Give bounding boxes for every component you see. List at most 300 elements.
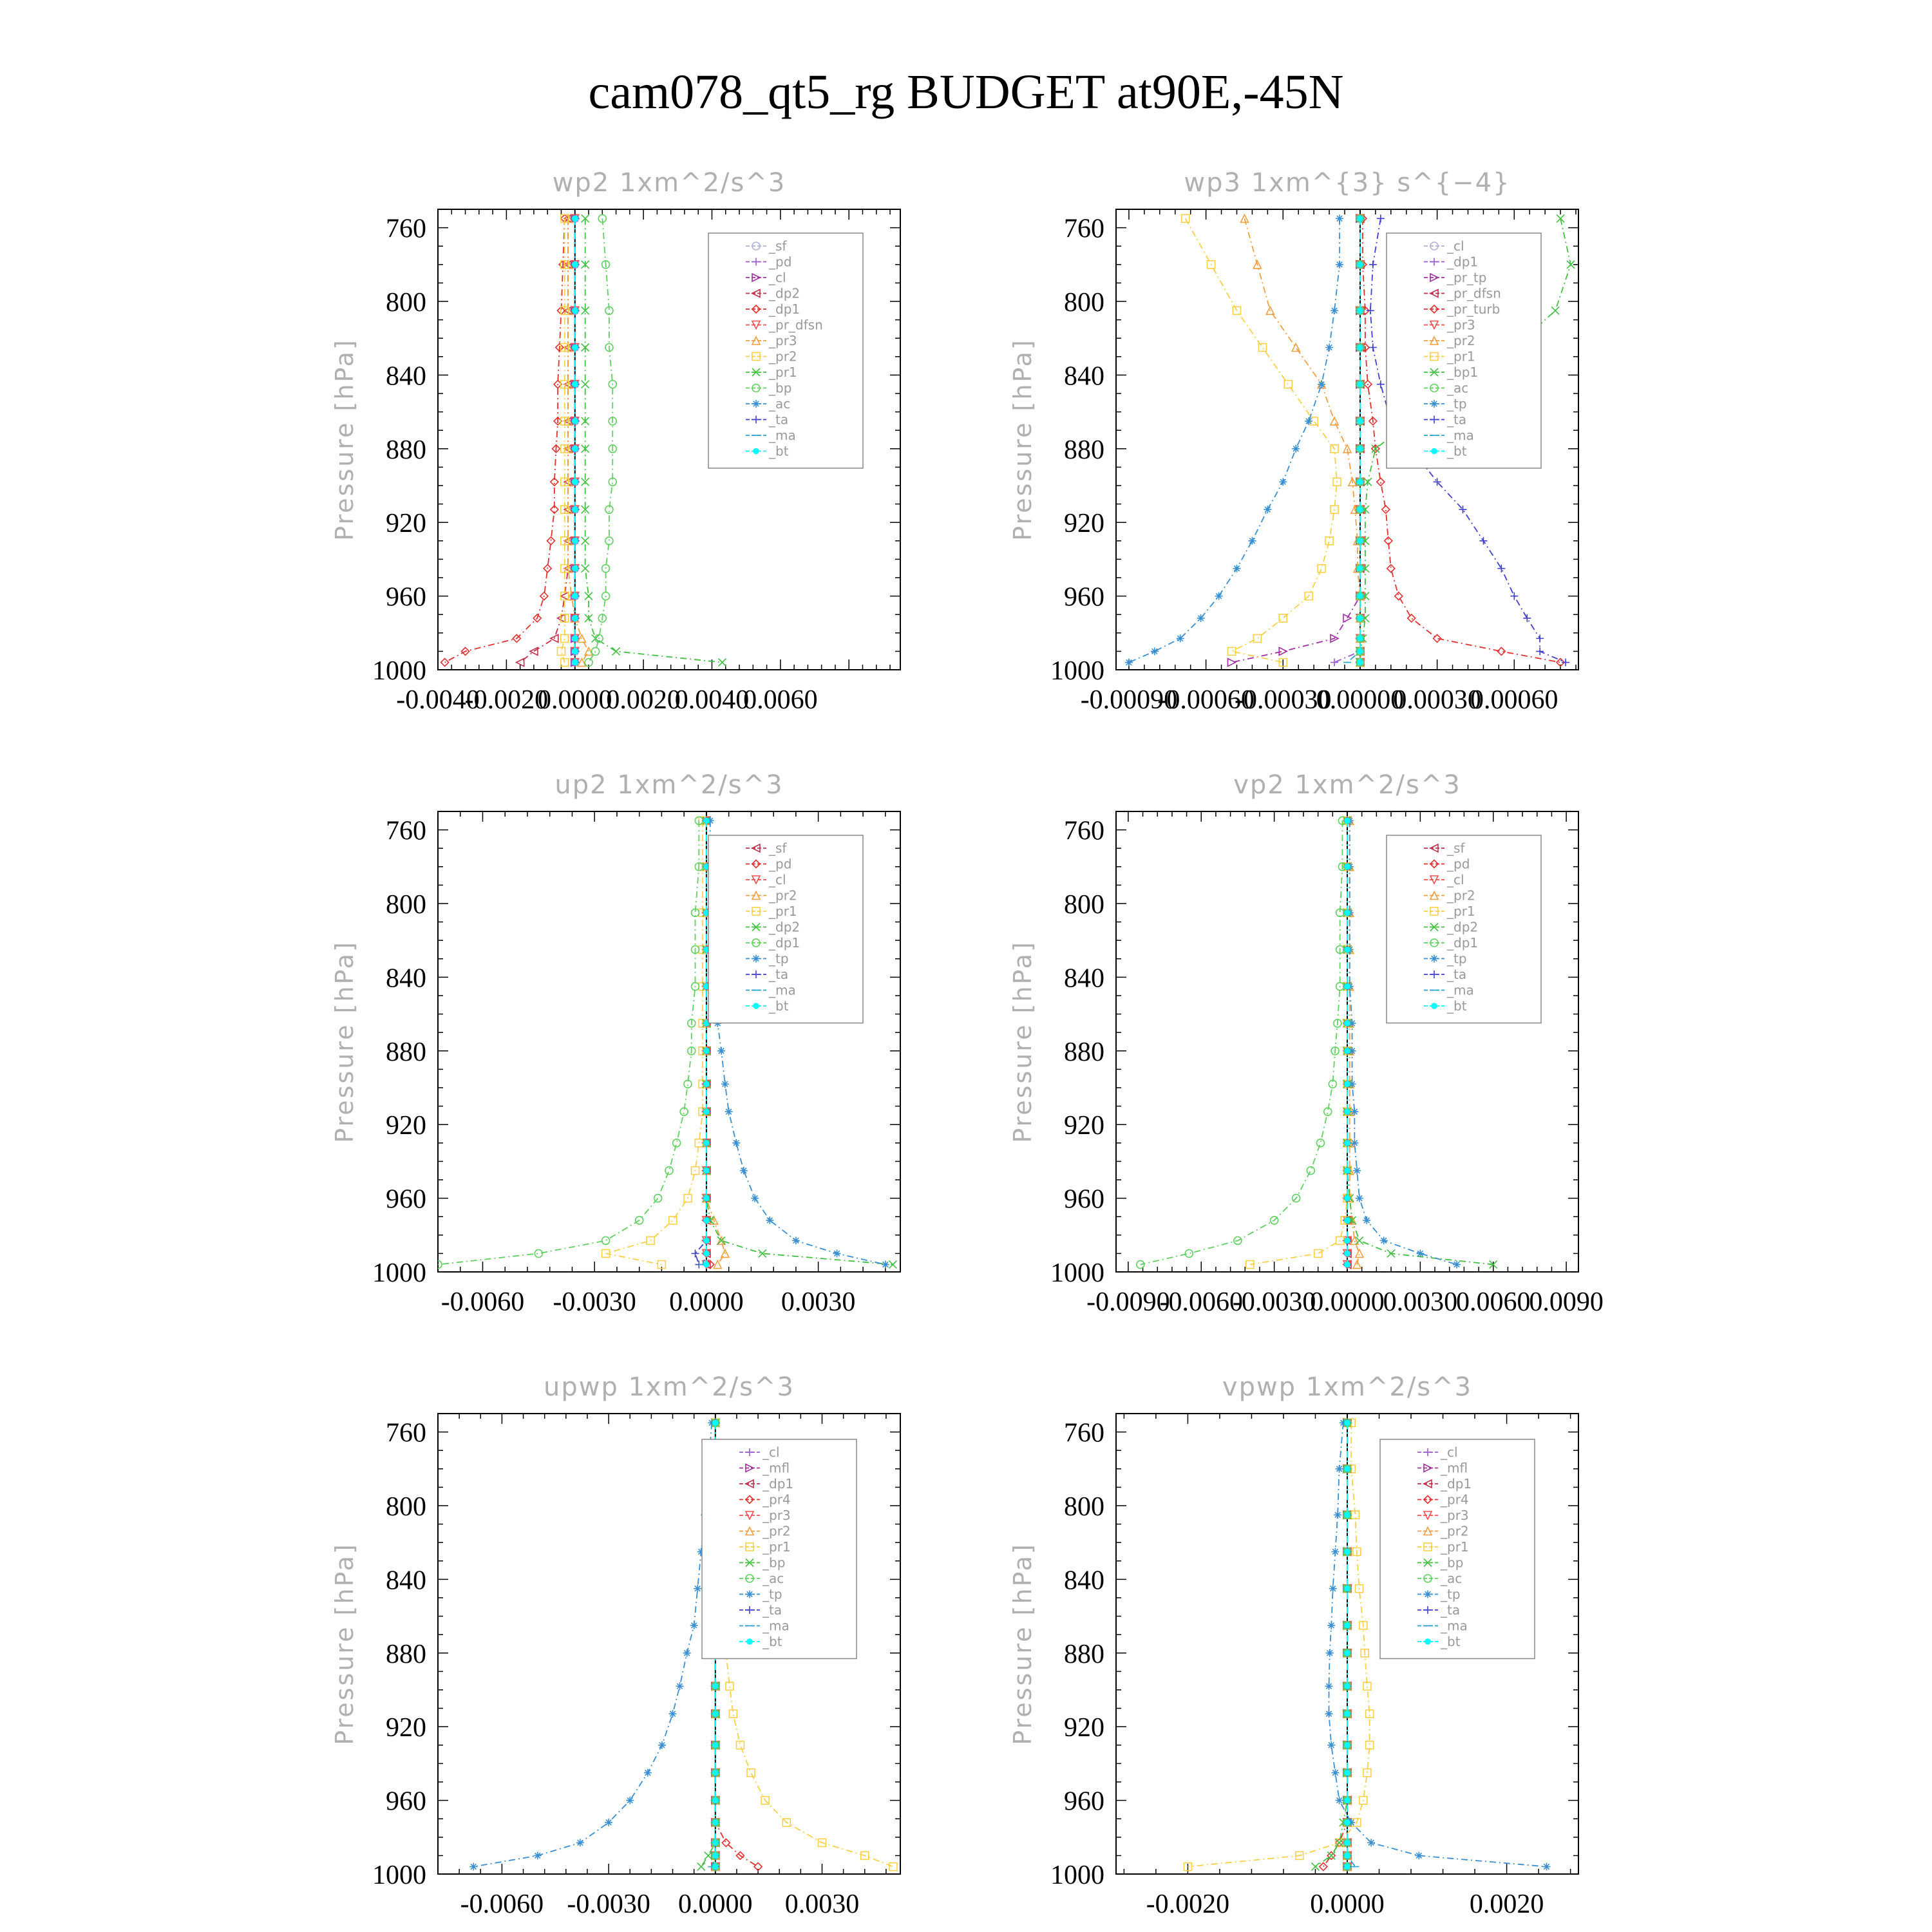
data-point — [1177, 634, 1184, 642]
data-point — [1264, 506, 1271, 513]
legend-label: _pr2 — [769, 887, 797, 904]
data-point — [1369, 261, 1377, 269]
data-point — [1279, 478, 1287, 486]
data-point — [1344, 1108, 1350, 1115]
data-point — [1367, 307, 1374, 314]
data-point — [1344, 1251, 1350, 1257]
data-point — [1344, 1549, 1350, 1555]
legend-marker — [1425, 1638, 1431, 1645]
data-point — [703, 1081, 710, 1087]
legend-label: _ac — [769, 396, 791, 412]
figure-title: cam078_qt5_rg BUDGET at90E,-45N — [588, 65, 1344, 119]
data-point — [694, 1585, 701, 1593]
data-point — [833, 1249, 841, 1257]
x-tick-label: 0.0020 — [606, 685, 681, 715]
x-tick-label: -0.0060 — [440, 1287, 525, 1317]
legend-label: _pr_dfsn — [1447, 285, 1501, 301]
data-point — [1377, 381, 1385, 388]
y-tick-label: 1000 — [372, 1861, 426, 1890]
data-point — [602, 1236, 610, 1244]
y-tick-label: 800 — [1064, 288, 1104, 317]
legend-label: _ta — [1441, 1602, 1461, 1618]
panels — [330, 168, 1604, 1919]
data-point — [1542, 1863, 1550, 1871]
data-point — [572, 506, 578, 513]
data-point — [626, 1797, 634, 1804]
data-point — [605, 1819, 612, 1826]
chart-panel-2 — [1009, 168, 1578, 715]
data-point — [1344, 1819, 1350, 1826]
y-tick-label: 800 — [386, 1492, 426, 1522]
y-tick-label: 880 — [386, 435, 426, 465]
data-point — [1215, 592, 1223, 600]
legend-marker — [1430, 400, 1438, 408]
legend-label: _mfl — [762, 1460, 790, 1476]
data-point — [1318, 565, 1325, 573]
series-line-pr2 — [1244, 218, 1359, 662]
data-point — [1151, 647, 1159, 655]
data-point — [1357, 636, 1363, 642]
data-point — [1377, 478, 1385, 486]
legend-marker — [752, 400, 760, 408]
legend-label: _ma — [1447, 982, 1474, 998]
data-point — [1510, 592, 1518, 600]
series-group — [441, 214, 726, 666]
data-point — [690, 1622, 698, 1629]
legend-label: _cl — [1447, 238, 1464, 254]
series-line-pr_tp — [1232, 218, 1360, 662]
x-tick-label: 0.0090 — [1529, 1287, 1604, 1317]
y-axis-label: Pressure [hPa] — [330, 338, 359, 541]
data-point — [697, 1863, 705, 1871]
data-point — [1292, 344, 1300, 352]
data-point — [572, 345, 578, 351]
data-point — [572, 446, 578, 452]
y-tick-label: 920 — [1064, 1111, 1104, 1141]
data-point — [1314, 1249, 1322, 1257]
x-tick-label: 0.0000 — [537, 685, 612, 715]
legend-label: _pr4 — [1441, 1492, 1469, 1508]
data-point — [683, 1649, 691, 1657]
data-point — [692, 1249, 699, 1257]
data-point — [1344, 1168, 1350, 1174]
panel-title: wp2 1xm^2/s^3 — [552, 168, 786, 198]
data-point — [1344, 1262, 1350, 1268]
panel-title: wp3 1xm^{3} s^{−4} — [1184, 168, 1511, 198]
data-point — [1336, 261, 1343, 269]
y-tick-label: 1000 — [372, 1258, 426, 1288]
legend-label: _pr1 — [769, 904, 797, 919]
legend-label: _ma — [769, 428, 796, 443]
data-point — [1536, 634, 1544, 642]
data-point — [1357, 538, 1363, 544]
x-tick-label: 0.00030 — [1393, 685, 1481, 715]
data-point — [1369, 344, 1377, 352]
data-point — [1415, 1852, 1423, 1859]
legend-label: _bt — [1441, 1634, 1461, 1649]
data-point — [572, 593, 578, 600]
data-point — [1344, 1195, 1350, 1202]
data-point — [582, 565, 589, 573]
legend-label: _pr1 — [1447, 348, 1475, 365]
data-point — [740, 1167, 748, 1175]
data-point — [1344, 1770, 1350, 1776]
data-point — [1325, 1710, 1333, 1718]
data-point — [718, 659, 726, 667]
data-point — [1357, 216, 1363, 222]
data-point — [1316, 1139, 1324, 1147]
y-tick-label: 840 — [1064, 1566, 1104, 1596]
y-axis-label: Pressure [hPa] — [330, 1542, 359, 1745]
data-point — [1325, 1682, 1333, 1690]
data-point — [582, 381, 589, 388]
x-tick-label: -0.0020 — [1146, 1889, 1230, 1919]
y-tick-label: 960 — [1064, 582, 1104, 612]
data-point — [572, 381, 578, 388]
data-point — [736, 1741, 744, 1749]
y-tick-label: 760 — [386, 214, 426, 244]
y-axis-label: Pressure [hPa] — [1009, 940, 1037, 1143]
data-point — [1356, 1249, 1363, 1257]
legend-label: _dp1 — [769, 301, 800, 317]
data-point — [1366, 1741, 1374, 1749]
data-point — [572, 636, 578, 642]
data-point — [1551, 307, 1559, 314]
legend-label: _sf — [769, 840, 787, 856]
x-tick-label: 0.0000 — [1310, 1287, 1385, 1317]
data-point — [712, 1420, 719, 1426]
data-point — [889, 1863, 897, 1871]
chart-panel-3 — [330, 770, 900, 1317]
data-point — [561, 592, 569, 600]
legend-label: _cl — [769, 872, 786, 887]
data-point — [1387, 565, 1395, 573]
data-point — [1344, 1742, 1350, 1748]
data-point — [1453, 1261, 1461, 1269]
legend-label: _pr_tp — [1447, 270, 1487, 285]
y-tick-label: 960 — [1064, 1786, 1104, 1817]
panel-title: vpwp 1xm^2/s^3 — [1222, 1372, 1473, 1402]
data-point — [725, 1108, 733, 1115]
data-point — [1357, 659, 1363, 666]
data-point — [712, 1770, 719, 1776]
chart-panel-4 — [1009, 770, 1604, 1317]
y-tick-label: 880 — [1064, 435, 1104, 465]
legend-label: _pr3 — [769, 333, 797, 348]
x-tick-label: 0.00060 — [1470, 685, 1558, 715]
x-tick-label: -0.0030 — [553, 1287, 636, 1317]
legend-label: _pr1 — [1447, 904, 1475, 919]
data-point — [669, 1217, 677, 1224]
data-point — [747, 1769, 755, 1777]
data-point — [1318, 381, 1325, 388]
legend-label: _tp — [762, 1586, 782, 1602]
legend-label: _ma — [762, 1618, 790, 1634]
legend — [708, 835, 863, 1023]
panel-title: up2 1xm^2/s^3 — [554, 770, 784, 800]
data-point — [557, 647, 565, 655]
data-point — [717, 1236, 725, 1244]
data-point — [1336, 1839, 1343, 1846]
data-point — [1344, 1683, 1350, 1689]
legend-marker — [752, 955, 760, 963]
x-tick-label: -0.0060 — [460, 1889, 544, 1919]
data-point — [712, 1797, 719, 1804]
data-point — [1344, 1853, 1350, 1859]
y-tick-label: 960 — [1064, 1184, 1104, 1215]
x-tick-label: -0.00060 — [1157, 685, 1255, 715]
legend-label: _pr1 — [1441, 1539, 1469, 1555]
series-line-dp1 — [438, 820, 699, 1264]
data-point — [1357, 418, 1363, 424]
series-line-bp — [589, 218, 612, 662]
data-point — [1344, 1622, 1350, 1629]
data-point — [1344, 864, 1350, 870]
x-tick-label: -0.0090 — [1086, 1287, 1170, 1317]
y-tick-label: 1000 — [1050, 1258, 1104, 1288]
data-point — [1331, 1548, 1339, 1556]
y-tick-label: 760 — [386, 816, 426, 846]
y-tick-label: 1000 — [372, 656, 426, 686]
data-point — [605, 537, 613, 545]
legend-label: _ac — [1447, 380, 1469, 396]
legend-label: _dp1 — [1447, 935, 1479, 951]
series-line-dp1 — [445, 218, 565, 662]
data-point — [703, 1048, 710, 1054]
panel-title: vp2 1xm^2/s^3 — [1233, 770, 1461, 800]
data-point — [654, 1195, 662, 1202]
data-point — [669, 1710, 677, 1718]
legend-label: _dp1 — [1447, 254, 1479, 270]
data-point — [1353, 1167, 1361, 1175]
data-point — [1357, 593, 1363, 600]
data-point — [766, 1217, 773, 1224]
x-tick-label: -0.0040 — [396, 685, 480, 715]
legend-label: _pr2 — [1447, 887, 1475, 904]
legend-label: _ma — [1441, 1618, 1468, 1634]
data-point — [712, 1742, 719, 1748]
data-point — [572, 216, 578, 222]
data-point — [1336, 214, 1343, 222]
data-point — [1331, 307, 1338, 314]
legend-label: _bp1 — [1447, 365, 1479, 380]
x-tick-label: -0.0020 — [464, 685, 549, 715]
legend-label: _bp — [769, 380, 792, 396]
y-tick-label: 920 — [1064, 509, 1104, 539]
data-point — [1344, 910, 1350, 916]
y-tick-label: 920 — [1064, 1713, 1104, 1743]
legend-label: _pd — [769, 856, 792, 872]
x-tick-label: 0.0000 — [1310, 1889, 1385, 1919]
y-tick-label: 880 — [1064, 1639, 1104, 1669]
legend-label: _pr4 — [762, 1492, 791, 1508]
data-point — [1327, 1622, 1335, 1629]
y-axis-label: Pressure [hPa] — [1009, 1542, 1037, 1745]
data-point — [582, 537, 589, 545]
x-tick-label: -0.00090 — [1080, 685, 1178, 715]
legend-label: _pd — [769, 254, 792, 270]
data-point — [1344, 1710, 1350, 1717]
data-point — [1382, 506, 1390, 513]
legend-label: _tp — [769, 951, 789, 967]
data-point — [1344, 1586, 1350, 1592]
data-point — [1344, 1140, 1350, 1146]
legend-label: _pr3 — [1441, 1508, 1469, 1523]
legend-label: _bt — [1447, 443, 1467, 459]
legend-marker — [1431, 448, 1437, 455]
data-point — [1377, 214, 1385, 222]
legend — [1387, 233, 1541, 468]
data-point — [1350, 1108, 1358, 1115]
legend-label: _bp — [1441, 1555, 1464, 1571]
data-point — [1125, 659, 1133, 667]
data-point — [717, 1047, 725, 1055]
data-point — [1344, 1512, 1350, 1519]
data-point — [1326, 1649, 1334, 1657]
data-point — [712, 1853, 719, 1859]
data-point — [1357, 506, 1363, 513]
series-line-pr1 — [1186, 218, 1337, 662]
data-point — [1344, 983, 1350, 990]
data-point — [592, 647, 600, 655]
x-tick-label: -0.0030 — [567, 1889, 650, 1919]
legend-label: _dp2 — [1447, 919, 1479, 935]
data-point — [658, 1741, 666, 1749]
legend-label: _ac — [1441, 1571, 1463, 1586]
legend-label: _tp — [1441, 1586, 1461, 1602]
data-point — [1380, 1236, 1388, 1244]
legend-label: _pr2 — [762, 1523, 791, 1539]
data-point — [585, 592, 592, 600]
y-tick-label: 840 — [1064, 963, 1104, 994]
legend-label: _pr3 — [1447, 317, 1475, 333]
data-point — [1325, 344, 1333, 352]
legend-marker — [746, 1591, 753, 1598]
legend-marker — [1430, 955, 1438, 963]
data-point — [703, 1140, 710, 1146]
legend-label: _pr_turb — [1447, 301, 1501, 317]
legend-label: _bt — [762, 1634, 782, 1649]
legend — [708, 233, 863, 468]
legend-marker — [746, 1638, 753, 1645]
data-point — [703, 1262, 710, 1268]
legend-label: _bt — [769, 443, 789, 459]
y-tick-label: 800 — [1064, 890, 1104, 920]
x-tick-label: 0.0060 — [743, 685, 818, 715]
data-point — [612, 647, 620, 655]
data-point — [1344, 1797, 1350, 1804]
data-point — [572, 615, 578, 621]
y-tick-label: 800 — [386, 890, 426, 920]
data-point — [1408, 614, 1416, 622]
data-point — [1344, 1420, 1350, 1426]
legend-label: _ta — [769, 967, 789, 982]
series-line-dp1 — [1141, 820, 1343, 1264]
legend-label: _dp2 — [769, 919, 800, 935]
legend-label: _ta — [1447, 412, 1467, 428]
legend-label: _cl — [1441, 1444, 1458, 1460]
y-tick-label: 920 — [386, 509, 426, 539]
data-point — [889, 1261, 896, 1269]
data-point — [1344, 1840, 1350, 1846]
data-point — [1336, 1797, 1343, 1804]
legend-label: _cl — [1447, 872, 1464, 887]
y-tick-label: 800 — [1064, 1492, 1104, 1522]
data-point — [576, 1839, 584, 1846]
data-point — [712, 1864, 719, 1870]
legend-label: _dp1 — [762, 1476, 794, 1492]
data-point — [561, 592, 569, 600]
y-tick-label: 880 — [386, 1037, 426, 1067]
legend-marker — [753, 448, 759, 455]
y-tick-label: 1000 — [1050, 656, 1104, 686]
y-tick-label: 760 — [386, 1418, 426, 1448]
x-tick-label: -0.0060 — [1159, 1287, 1244, 1317]
data-point — [1305, 417, 1312, 425]
data-point — [1344, 1217, 1350, 1224]
legend-label: _mfl — [1441, 1460, 1468, 1476]
data-point — [676, 1682, 684, 1690]
series-line-pr1 — [1250, 820, 1347, 1264]
legend-label: _pr_dfsn — [769, 317, 823, 333]
legend-label: _pr2 — [1441, 1523, 1469, 1539]
y-tick-label: 800 — [386, 288, 426, 317]
data-point — [572, 418, 578, 424]
legend-label: _tp — [1447, 396, 1467, 412]
data-point — [1253, 634, 1261, 642]
x-tick-label: 0.00000 — [1316, 685, 1405, 715]
legend — [1387, 835, 1541, 1023]
legend-label: _ma — [1447, 428, 1474, 443]
y-tick-label: 840 — [386, 361, 426, 392]
data-point — [703, 1108, 710, 1115]
data-point — [1327, 1741, 1335, 1749]
data-point — [1523, 614, 1531, 622]
legend-label: _pr2 — [769, 348, 797, 365]
data-point — [703, 1238, 710, 1244]
data-point — [1357, 565, 1363, 572]
legend-label: _ta — [769, 412, 789, 428]
data-point — [721, 1080, 729, 1088]
data-point — [1562, 659, 1569, 667]
legend — [1380, 1439, 1535, 1659]
legend-label: _bt — [769, 998, 789, 1014]
data-point — [1356, 1195, 1363, 1202]
data-point — [547, 537, 555, 545]
data-point — [1327, 1852, 1335, 1859]
data-point — [665, 1167, 673, 1175]
legend-label: _ta — [1447, 967, 1467, 982]
legend-label: _ta — [762, 1602, 782, 1618]
data-point — [703, 1195, 710, 1202]
data-point — [1357, 649, 1363, 655]
data-point — [1357, 261, 1363, 268]
data-point — [572, 538, 578, 544]
legend-label: _ac — [762, 1571, 784, 1586]
data-point — [1185, 1249, 1193, 1257]
y-tick-label: 840 — [1064, 361, 1104, 392]
data-point — [572, 649, 578, 655]
data-point — [703, 1168, 710, 1174]
data-point — [1344, 1466, 1350, 1472]
y-tick-label: 960 — [386, 582, 426, 612]
y-tick-label: 840 — [386, 963, 426, 994]
data-point — [732, 1139, 740, 1147]
data-point — [703, 818, 710, 824]
data-point — [572, 478, 578, 485]
data-point — [703, 1251, 710, 1257]
data-point — [751, 1195, 759, 1202]
